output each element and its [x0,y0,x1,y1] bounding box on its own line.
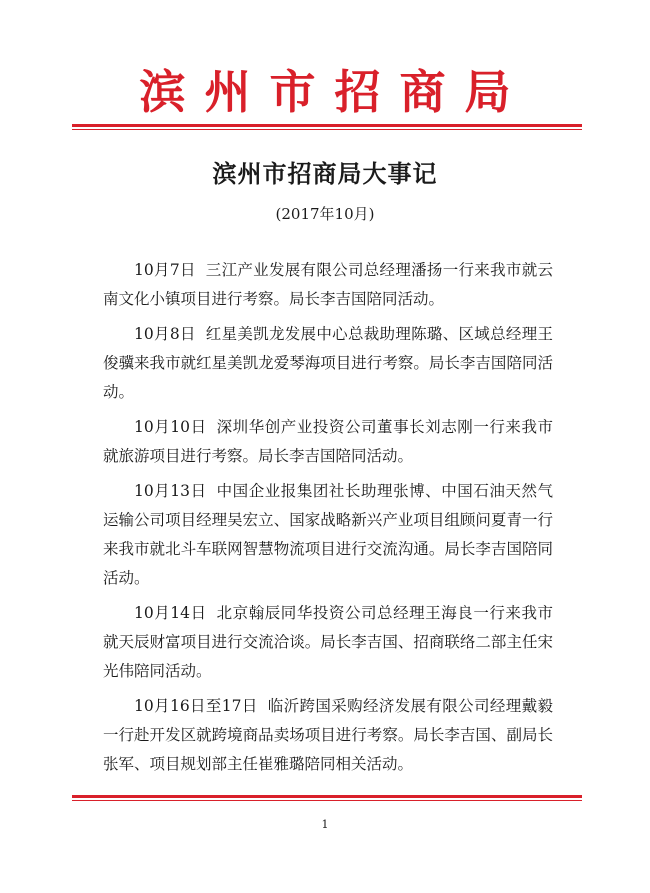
event-entry [103,477,553,593]
event-text: 临沂跨国采购经济发展有限公司经理戴毅一行赴开发区就跨境商品卖场项目进行考察。局长李吉国、副局长张军、项目规划部主任崔雅璐陪同相关活动。 [103,697,553,773]
event-entry [103,692,553,779]
document-title: 滨州市招商局大事记 [212,159,438,188]
event-date: 10月7日 [134,261,196,279]
event-text: 中国企业报集团社长助理张博、中国石油天然气运输公司项目经理吴宏立、国家战略新兴产业项目组顾问夏青一行来我市就北斗车联网智慧物流项目进行交流沟通。局长李吉国陪同活动。 [103,482,553,587]
event-text: 深圳华创产业投资公司董事长刘志刚一行来我市就旅游项目进行考察。局长李吉国陪同活动。 [103,418,553,465]
footer-rule-thick [72,795,582,798]
event-entry [103,413,553,471]
document-subtitle: (2017年10月) [275,205,375,223]
footer-rule-thin [72,800,582,801]
event-date: 10月14日 [134,604,207,622]
event-date: 10月10日 [134,418,207,436]
letterhead-rule-thin [72,129,582,130]
event-text: 三江产业发展有限公司总经理潘扬一行来我市就云南文化小镇项目进行考察。局长李吉国陪同活动。 [103,261,553,308]
event-text: 红星美凯龙发展中心总裁助理陈璐、区域总经理王俊骥来我市就红星美凯龙爱琴海项目进行考察。局长李吉国陪同活动。 [103,325,553,401]
event-entry [103,599,553,686]
event-date: 10月8日 [134,325,196,343]
page-number: 1 [321,818,329,831]
document-body [103,256,553,785]
event-text: 北京翰辰同华投资公司总经理王海良一行来我市就天辰财富项目进行交流洽谈。局长李吉国、招商联络二部主任宋光伟陪同活动。 [103,604,553,680]
event-entry [103,320,553,407]
event-entry [103,256,553,314]
letterhead-rule-thick [72,124,582,127]
letterhead-title: 滨州市招商局 [139,65,530,119]
event-date: 10月16日至17日 [134,697,258,715]
event-date: 10月13日 [134,482,207,500]
